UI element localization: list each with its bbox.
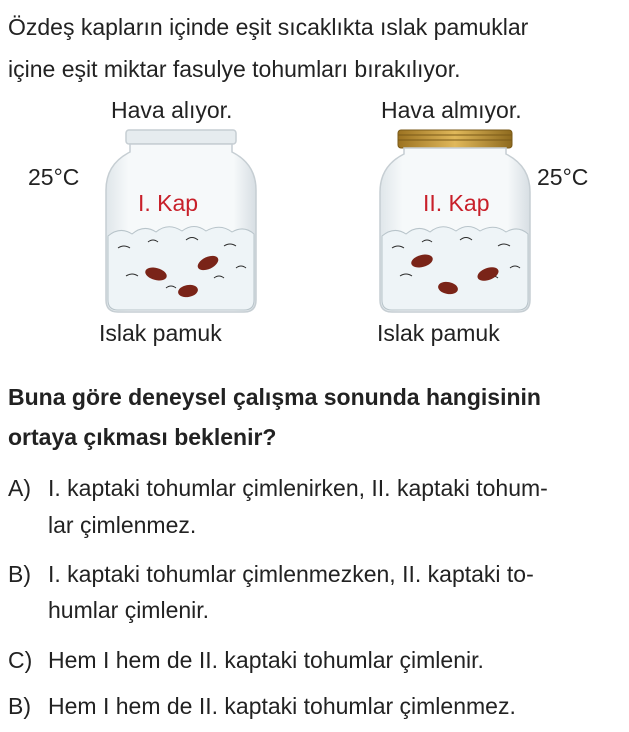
intro-line-1: Özdeş kapların içinde eşit sıcaklıkta ıslak pamuklar <box>8 14 529 40</box>
jar1-temp-label: 25°C <box>28 164 80 190</box>
jar2-illustration <box>370 128 540 318</box>
option-b-text-line-1: I. kaptaki tohumlar çimlenmezken, II. kaptaki to- <box>48 561 534 587</box>
question-line-2: ortaya çıkması beklenir? <box>8 424 277 450</box>
option-b-letter: B) <box>8 561 31 587</box>
option-c-text: Hem I hem de II. kaptaki tohumlar çimlenir. <box>48 647 484 673</box>
option-b-text-line-2: humlar çimlenir. <box>48 597 210 623</box>
jar1-bottom-label: Islak pamuk <box>99 320 222 346</box>
jar2-temp-label: 25°C <box>537 164 589 190</box>
intro-line-2: içine eşit miktar fasulye tohumları bırakılıyor. <box>8 56 461 82</box>
jar1-air-label: Hava alıyor. <box>111 97 233 123</box>
option-c-letter: C) <box>8 647 33 673</box>
jar1-name: I. Kap <box>138 190 199 216</box>
question-line-1: Buna göre deneysel çalışma sonunda hangisinin <box>8 384 541 410</box>
option-d-text: Hem I hem de II. kaptaki tohumlar çimlenmez. <box>48 693 516 719</box>
jar2-bottom-label: Islak pamuk <box>377 320 500 346</box>
jar2-air-label: Hava almıyor. <box>381 97 522 123</box>
jar2-name: II. Kap <box>423 190 490 216</box>
jar1-illustration <box>96 128 266 318</box>
option-a-letter: A) <box>8 475 31 501</box>
option-a-text-line-1: I. kaptaki tohumlar çimlenirken, II. kaptaki tohum- <box>48 475 548 501</box>
option-a-text-line-2: lar çimlenmez. <box>48 512 197 538</box>
option-d-letter: B) <box>8 693 31 719</box>
